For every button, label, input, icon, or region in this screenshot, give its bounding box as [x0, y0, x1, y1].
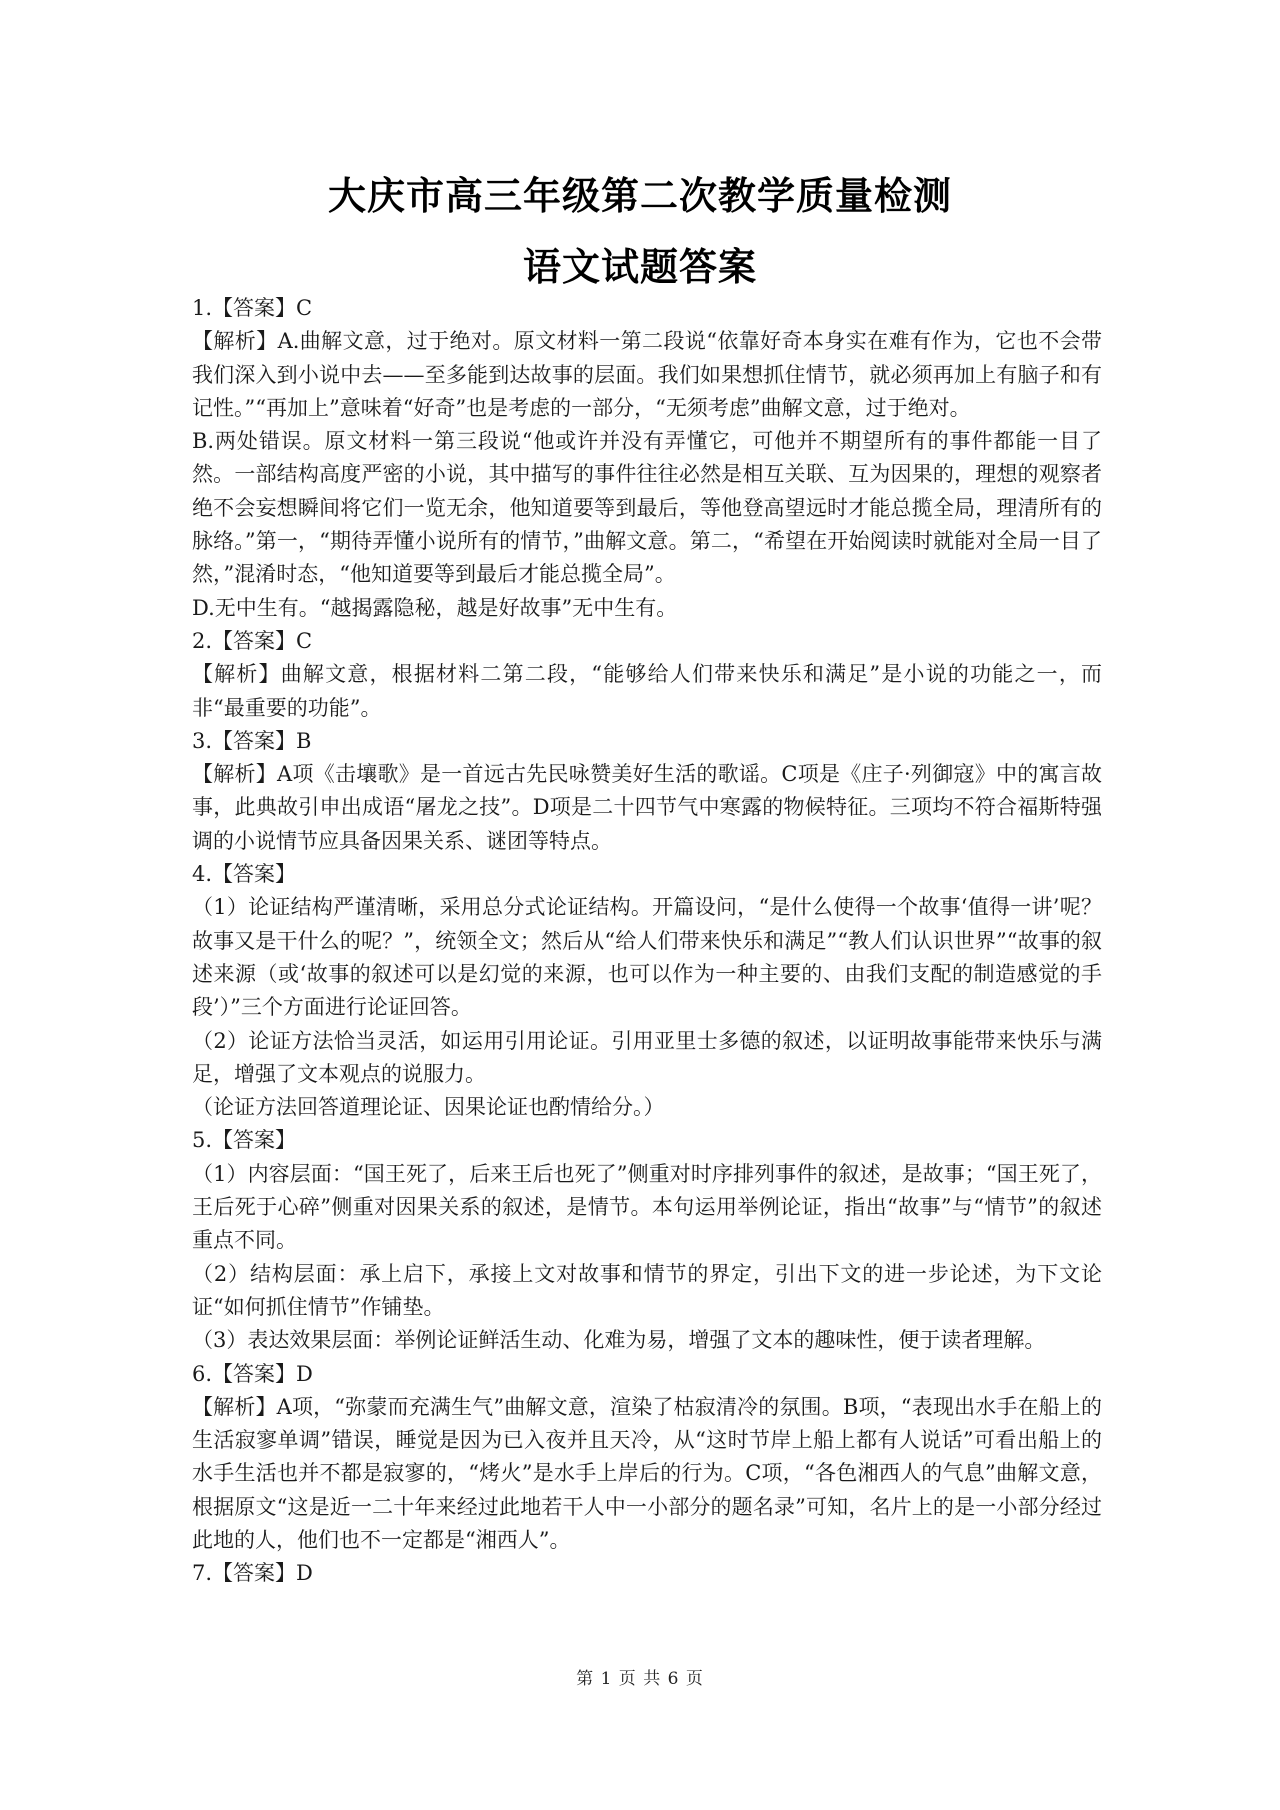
answer-5-heading: 5.【答案】	[192, 1128, 297, 1153]
answer-4-heading: 4.【答案】	[192, 862, 297, 887]
answer-4-note: （论证方法回答道理论证、因果论证也酌情给分。）	[192, 1095, 665, 1120]
answer-4-point-2: （2）论证方法恰当灵活，如运用引用论证。引用亚里士多德的叙述，以证明故事能带来快乐与满足，增强了文本观点的说服力。	[192, 1028, 1102, 1086]
page-footer: 第 1 页 共 6 页	[576, 1669, 704, 1689]
answer-body	[192, 292, 1102, 1591]
answer-3-analysis: 【解析】A项《击壤歌》是一首远古先民咏赞美好生活的歌谣。C项是《庄子·列御寇》中的寓言故事，此典故引申出成语“屠龙之技”。D项是二十四节气中寒露的物候特征。三项均不符合福斯特强调的小说情节应具备因果关系、谜团等特点。	[192, 762, 1102, 853]
answer-1-analysis-a: 【解析】A.曲解文意，过于绝对。原文材料一第二段说“依靠好奇本身实在难有作为，它也不会带我们深入到小说中去——至多能到达故事的层面。我们如果想抓住情节，就必须再加上有脑子和有记性。”“再加上”意味着“好奇”也是考虑的一部分，“无须考虑”曲解文意，过于绝对。	[192, 329, 1102, 420]
answer-5-point-2: （2）结构层面：承上启下，承接上文对故事和情节的界定，引出下文的进一步论述，为下文论证“如何抓住情节”作铺垫。	[192, 1261, 1102, 1319]
answer-3-heading: 3.【答案】B	[192, 728, 312, 753]
exam-subtitle: 语文试题答案	[522, 245, 757, 289]
answer-6-heading: 6.【答案】D	[192, 1361, 313, 1386]
answer-2-heading: 2.【答案】C	[192, 628, 313, 653]
answer-5-point-3: （3）表达效果层面：举例论证鲜活生动、化难为易，增强了文本的趣味性，便于读者理解。	[192, 1328, 1046, 1353]
answer-2-analysis: 【解析】曲解文意，根据材料二第二段，“能够给人们带来快乐和满足”是小说的功能之一，而非“最重要的功能”。	[192, 662, 1102, 720]
answer-1-heading: 1.【答案】C	[192, 296, 313, 320]
answer-6-analysis: 【解析】A项，“弥蒙而充满生气”曲解文意，渲染了枯寂清冷的氛围。B项，“表现出水手在船上的生活寂寥单调”错误，睡觉是因为已入夜并且天冷，从“这时节岸上船上都有人说话”可看出船上的水手生活也并不都是寂寥的，“烤火”是水手上岸后的行为。C项，“各色湘西人的气息”曲解文意，根据原文“这是近一二十年来经过此地若干人中一小部分的题名录”可知，名片上的是一小部分经过此地的人，他们也不一定都是“湘西人”。	[192, 1394, 1102, 1552]
answer-5-point-1: （1）内容层面：“国王死了，后来王后也死了”侧重对时序排列事件的叙述，是故事；“国王死了，王后死于心碎”侧重对因果关系的叙述，是情节。本句运用举例论证，指出“故事”与“情节”的叙述重点不同。	[192, 1161, 1102, 1253]
answer-1-analysis-d: D.无中生有。“越揭露隐秘，越是好故事”无中生有。	[192, 595, 678, 620]
answer-7-heading: 7.【答案】D	[192, 1561, 313, 1586]
answer-4-point-1: （1）论证结构严谨清晰，采用总分式论证结构。开篇设问，“是什么使得一个故事‘值得一讲’呢？故事又是干什么的呢？”，统领全文；然后从“给人们带来快乐和满足”“教人们认识世界”“故事的叙述来源（或‘故事的叙述可以是幻觉的来源，也可以作为一种主要的、由我们支配的制造感觉的手段’）”三个方面进行论证回答。	[192, 895, 1102, 1020]
exam-title: 大庆市高三年级第二次教学质量检测	[327, 174, 952, 218]
answer-1-analysis-b: B.两处错误。原文材料一第三段说“他或许并没有弄懂它，可他并不期望所有的事件都能一目了然。一部结构高度严密的小说，其中描写的事件往往必然是相互关联、互为因果的，理想的观察者绝不会妄想瞬间将它们一览无余，他知道要等到最后，等他登高望远时才能总揽全局，理清所有的脉络。”第一，“期待弄懂小说所有的情节，”曲解文意。第二，“希望在开始阅读时就能对全局一目了然，”混淆时态，“他知道要等到最后才能总揽全局”。	[192, 429, 1102, 587]
